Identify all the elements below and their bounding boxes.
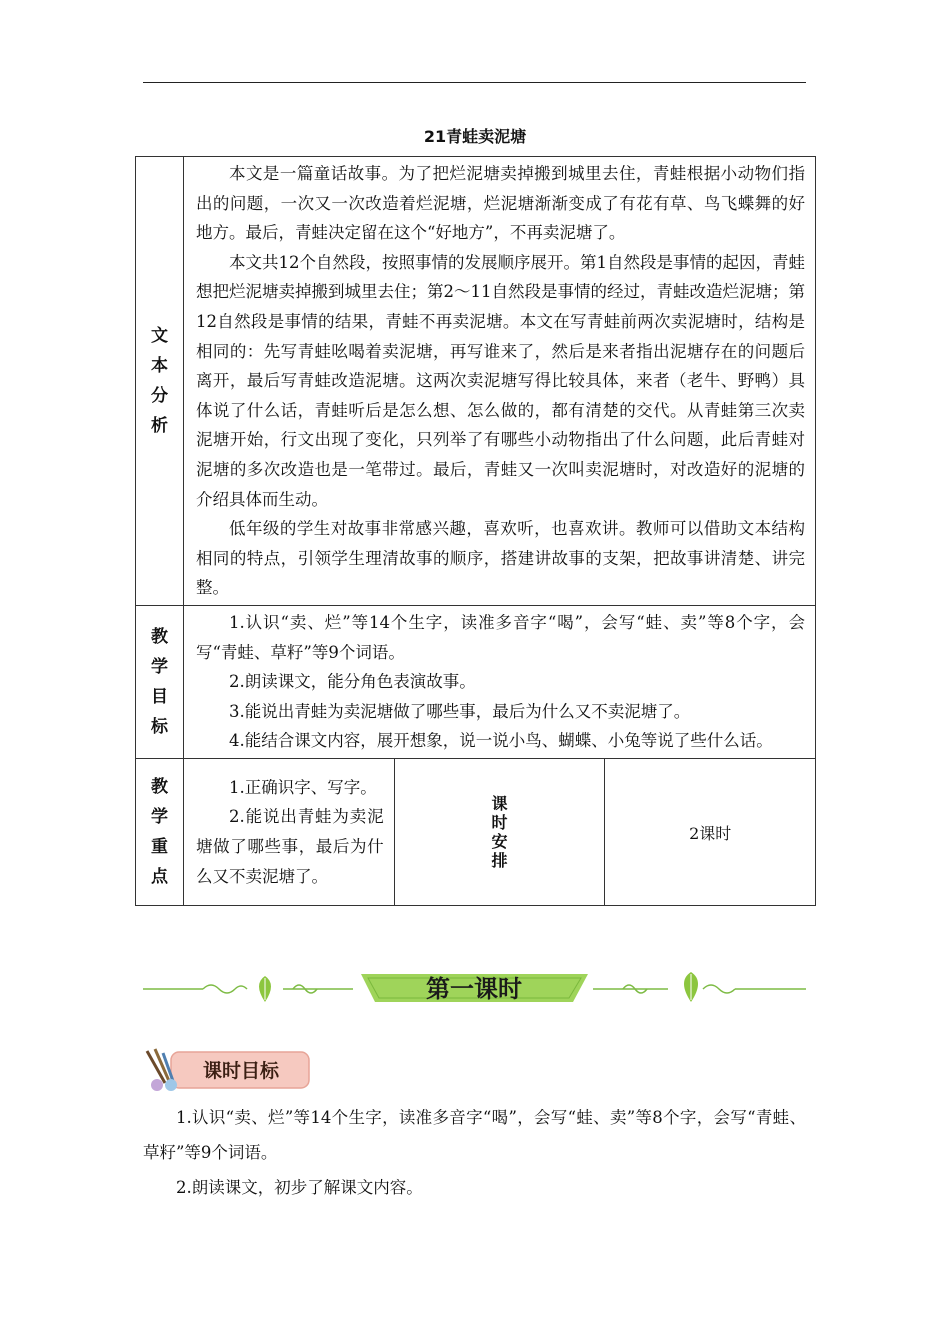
schedule-label-cell <box>394 758 605 905</box>
analysis-paragraph: 本文共12个自然段，按照事情的发展顺序展开。第1自然段是事情的起因，青蛙想把烂泥塘卖掉搬到城里去住；第2～11自然段是事情的经过，青蛙改造烂泥塘；第12自然段是事情的结果，青蛙不再卖泥塘。本文在写青蛙前两次卖泥塘时，结构是相同的：先写青蛙吆喝着卖泥塘，再写谁来了，然后是来者指出泥塘存在的问题后离开，最后写青蛙改造泥塘。这两次卖泥塘写得比较具体，来者（老牛、野鸭）具体说了什么话，青蛙听后是怎么想、怎么做的，都有清楚的交代。从青蛙第三次卖泥塘开始，行文出现了变化，只列举了有哪些小动物指出了什么问题，此后青蛙对泥塘的多次改造也是一笔带过。最后，青蛙又一次叫卖泥塘时，对改造好的泥塘的介绍具体而生动。 <box>196 252 805 509</box>
banner-vine-left <box>143 985 353 993</box>
focus-content-cell <box>184 758 395 905</box>
focus-label-cell <box>136 758 184 905</box>
analysis-row <box>136 157 816 606</box>
focus-label: 教学重点 <box>151 777 168 888</box>
analysis-label-cell <box>136 157 184 606</box>
analysis-paragraph: 低年级的学生对故事非常感兴趣，喜欢听，也喜欢讲。教师可以借助文本结构相同的特点，引领学生理清故事的顺序，搭建讲故事的支架，把故事讲清楚、讲完整。 <box>196 519 805 598</box>
first-lesson-banner <box>143 962 806 1012</box>
analysis-label: 文本分析 <box>151 325 168 436</box>
focus-item: 1.正确识字、写字。 <box>229 777 377 797</box>
badge-title: 课时目标 <box>202 1060 280 1082</box>
lesson-title: 21青蛙卖泥塘 <box>423 127 527 146</box>
lesson-goals-text <box>143 1100 806 1205</box>
goals-row <box>136 605 816 758</box>
goal-item: 1.认识“卖、烂”等14个生字，读准多音字“喝”，会写“蛙、卖”等8个字，会写“青蛙、草籽”等9个词语。 <box>196 612 805 662</box>
schedule-label: 课时安排 <box>491 794 508 871</box>
lesson-goals-badge <box>143 1047 313 1093</box>
lesson-goal-item: 2.朗读课文，初步了解课文内容。 <box>176 1178 423 1197</box>
goal-item: 2.朗读课文，能分角色表演故事。 <box>229 672 476 692</box>
analysis-content-cell <box>184 157 816 606</box>
focus-item: 2.能说出青蛙为卖泥塘做了哪些事，最后为什么又不卖泥塘了。 <box>196 807 384 886</box>
banner-vine-right <box>593 985 806 993</box>
header-rule <box>143 82 806 83</box>
lesson-overview-table <box>135 156 816 906</box>
goals-label-cell <box>136 605 184 758</box>
focus-row <box>136 758 816 905</box>
goals-content-cell <box>184 605 816 758</box>
goal-item: 3.能说出青蛙为卖泥塘做了哪些事，最后为什么又不卖泥塘了。 <box>229 701 691 721</box>
schedule-value: 2课时 <box>689 823 732 843</box>
goal-item: 4.能结合课文内容，展开想象，说一说小鸟、蝴蝶、小兔等说了些什么话。 <box>229 731 773 751</box>
goals-label: 教学目标 <box>151 626 168 737</box>
lesson-goal-item: 1.认识“卖、烂”等14个生字，读准多音字“喝”，会写“蛙、卖”等8个字，会写“青蛙、草籽”等9个词语。 <box>143 1108 806 1162</box>
analysis-paragraph: 本文是一篇童话故事。为了把烂泥塘卖掉搬到城里去住，青蛙根据小动物们指出的问题，一次又一次改造着烂泥塘，烂泥塘渐渐变成了有花有草、鸟飞蝶舞的好地方。最后，青蛙决定留在这个“好地方”，不再卖泥塘了。 <box>196 164 805 243</box>
schedule-value-cell <box>605 758 816 905</box>
banner-title: 第一课时 <box>426 975 522 1003</box>
